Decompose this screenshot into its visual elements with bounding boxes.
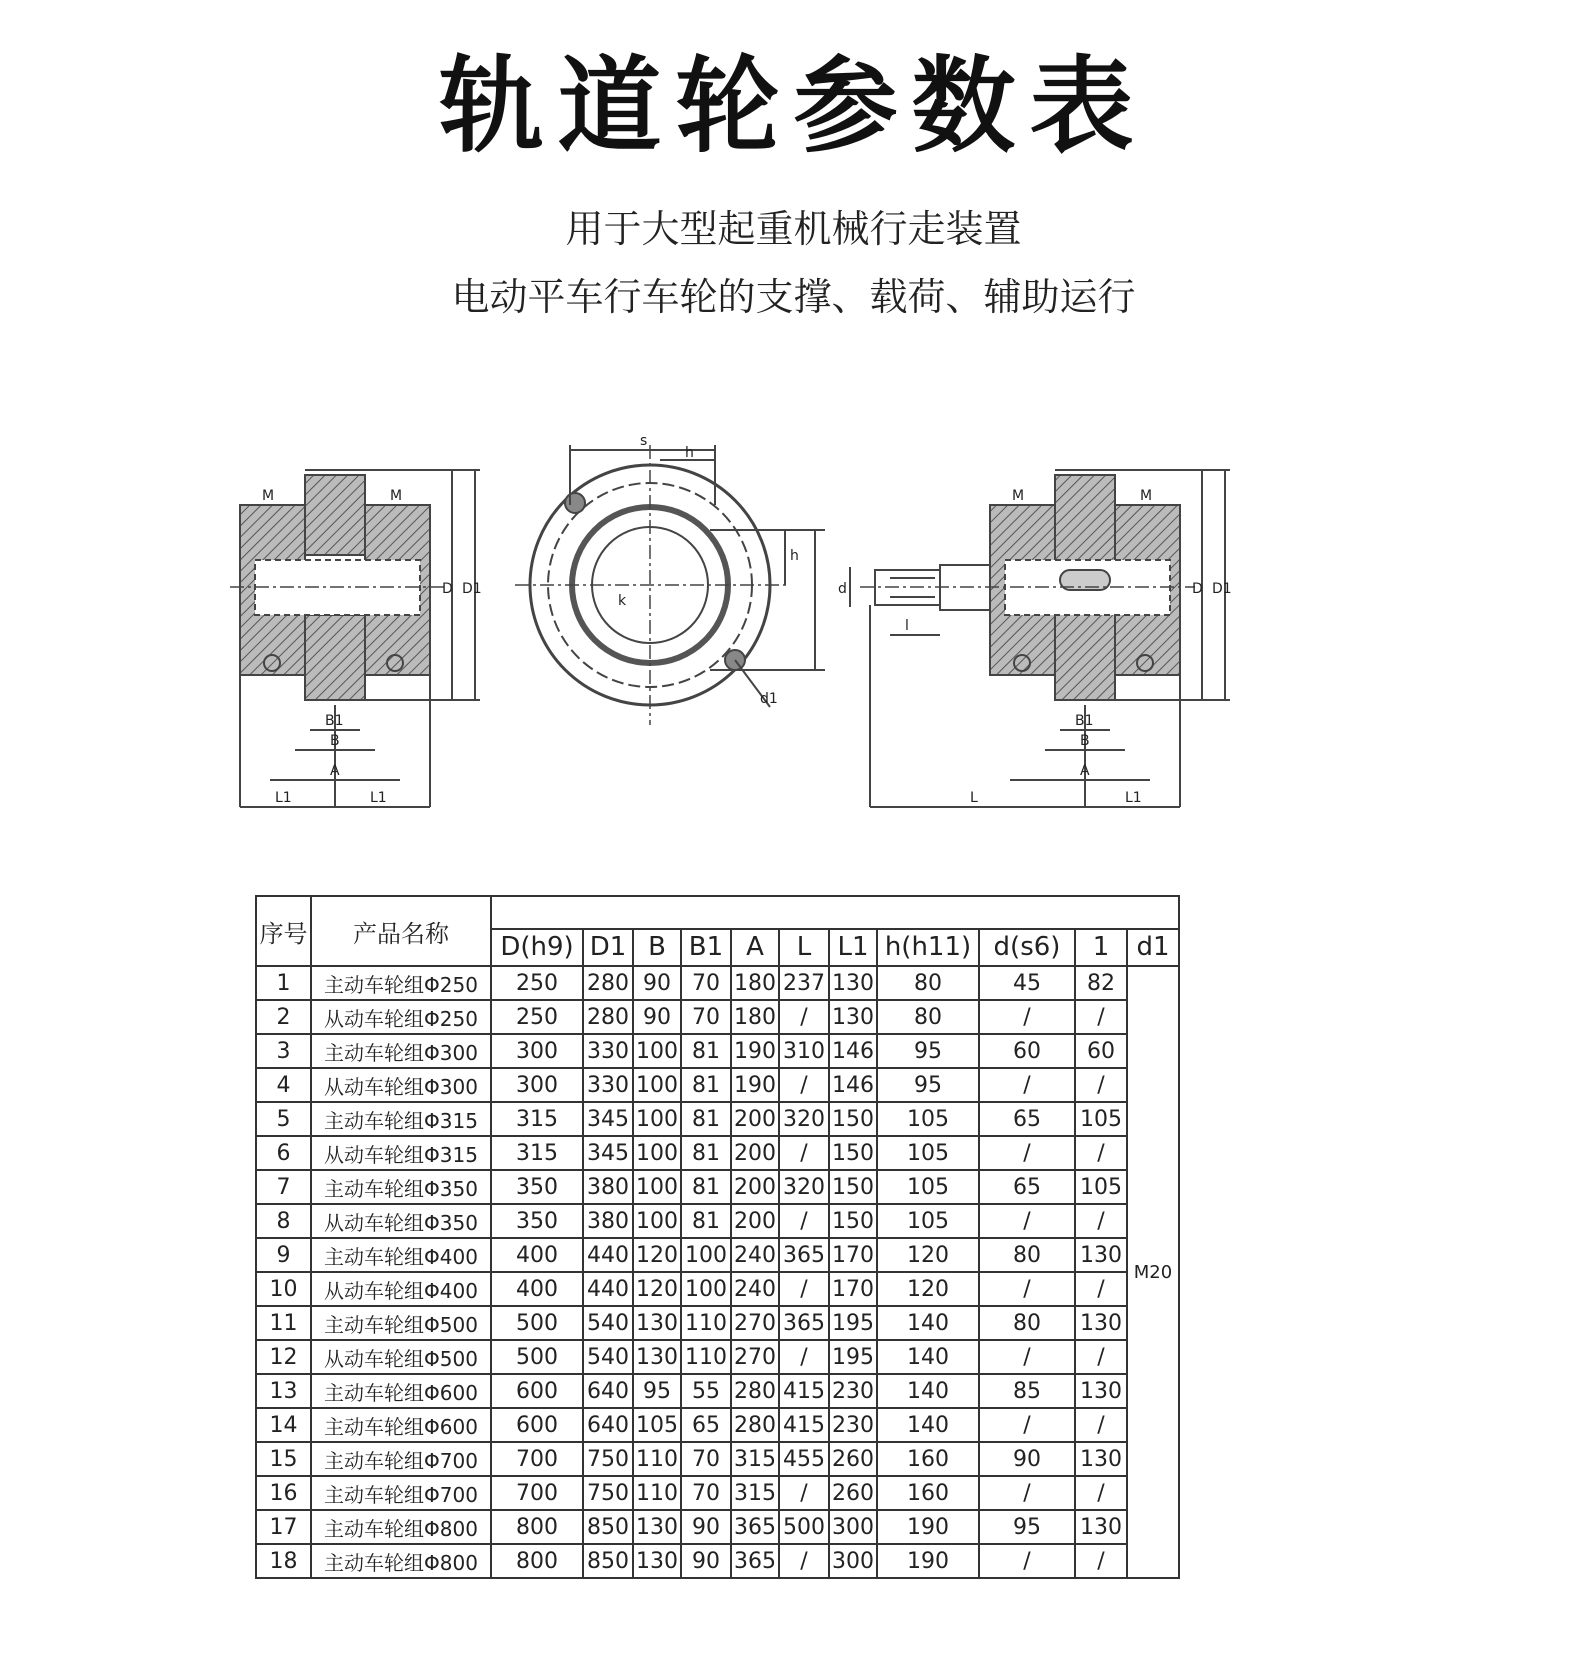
table-cell: 750	[583, 1442, 633, 1476]
table-cell: 120	[633, 1272, 681, 1306]
table-cell: 130	[1075, 1510, 1127, 1544]
table-row	[256, 1510, 1179, 1544]
table-cell: 65	[979, 1170, 1075, 1204]
table-cell: 100	[633, 1034, 681, 1068]
column-header: d(s6)	[979, 929, 1075, 966]
column-header: B	[633, 929, 681, 966]
technical-drawing	[230, 433, 1320, 860]
header-blank	[491, 896, 1179, 929]
table-cell: 146	[829, 1068, 877, 1102]
table-cell: 455	[779, 1442, 829, 1476]
row-index: 11	[256, 1306, 311, 1340]
left-label-m2: M	[390, 488, 403, 504]
table-cell: 105	[633, 1408, 681, 1442]
table-cell: 280	[583, 1000, 633, 1034]
table-cell: 105	[1075, 1102, 1127, 1136]
mid-label-h-vert: h	[790, 548, 799, 564]
table-cell: 415	[779, 1374, 829, 1408]
table-cell: /	[1075, 1068, 1127, 1102]
left-label-d: D	[442, 581, 453, 597]
table-row	[256, 1204, 1179, 1238]
table-cell: 270	[731, 1306, 779, 1340]
row-product-name: 主动车轮组Φ250	[311, 966, 491, 1000]
table-cell: 82	[1075, 966, 1127, 1000]
column-header: L1	[829, 929, 877, 966]
table-cell: /	[779, 1204, 829, 1238]
table-cell: 95	[877, 1034, 979, 1068]
table-cell: 130	[1075, 1442, 1127, 1476]
header-index: 序号	[256, 896, 311, 966]
header-product-name: 产品名称	[311, 896, 491, 966]
table-cell: 81	[681, 1034, 731, 1068]
left-label-l1a: L1	[275, 790, 292, 806]
table-cell: 140	[877, 1340, 979, 1374]
table-cell: 95	[877, 1068, 979, 1102]
table-cell: /	[979, 1476, 1075, 1510]
table-cell: /	[779, 1068, 829, 1102]
table-cell: 330	[583, 1034, 633, 1068]
table-cell: 195	[829, 1340, 877, 1374]
table-cell: /	[979, 1272, 1075, 1306]
row-product-name: 主动车轮组Φ800	[311, 1544, 491, 1578]
table-cell: /	[979, 1136, 1075, 1170]
table-cell: 70	[681, 1000, 731, 1034]
table-cell: 160	[877, 1476, 979, 1510]
table-cell: 310	[779, 1034, 829, 1068]
table-cell: 365	[731, 1510, 779, 1544]
table-cell: 800	[491, 1544, 583, 1578]
table-cell: /	[1075, 1000, 1127, 1034]
column-header: h(h11)	[877, 929, 979, 966]
table-row	[256, 1238, 1179, 1272]
table-cell: 300	[491, 1068, 583, 1102]
left-label-d1: D1	[462, 581, 482, 597]
table-row	[256, 1170, 1179, 1204]
table-cell: /	[1075, 1476, 1127, 1510]
table-cell: 105	[1075, 1170, 1127, 1204]
row-index: 18	[256, 1544, 311, 1578]
left-section-view	[230, 470, 480, 807]
table-row	[256, 1306, 1179, 1340]
right-label-b1: B1	[1075, 713, 1094, 729]
left-label-l1b: L1	[370, 790, 387, 806]
row-product-name: 主动车轮组Φ500	[311, 1306, 491, 1340]
row-index: 8	[256, 1204, 311, 1238]
table-cell: 150	[829, 1136, 877, 1170]
table-cell: 540	[583, 1340, 633, 1374]
table-cell: 315	[731, 1442, 779, 1476]
table-cell: 110	[633, 1476, 681, 1510]
table-cell: 500	[491, 1340, 583, 1374]
table-cell: 100	[633, 1170, 681, 1204]
row-product-name: 主动车轮组Φ315	[311, 1102, 491, 1136]
table-cell: 120	[633, 1238, 681, 1272]
table-cell: 320	[779, 1102, 829, 1136]
table-cell: 260	[829, 1476, 877, 1510]
table-cell: /	[1075, 1340, 1127, 1374]
table-cell: 200	[731, 1170, 779, 1204]
table-cell: 315	[491, 1136, 583, 1170]
table-cell: 140	[877, 1408, 979, 1442]
row-product-name: 主动车轮组Φ600	[311, 1374, 491, 1408]
table-cell: 365	[779, 1238, 829, 1272]
table-cell: 81	[681, 1068, 731, 1102]
table-cell: /	[979, 1544, 1075, 1578]
table-cell: 800	[491, 1510, 583, 1544]
table-cell: 100	[633, 1136, 681, 1170]
table-cell: 190	[731, 1068, 779, 1102]
right-label-l-small: l	[905, 618, 909, 634]
table-cell: 300	[829, 1510, 877, 1544]
table-cell: /	[979, 1000, 1075, 1034]
left-label-b1: B1	[325, 713, 344, 729]
table-cell: 105	[877, 1170, 979, 1204]
table-cell: 237	[779, 966, 829, 1000]
table-cell: 105	[877, 1102, 979, 1136]
table-cell: 150	[829, 1102, 877, 1136]
table-cell: 600	[491, 1374, 583, 1408]
table-cell: 90	[633, 966, 681, 1000]
table-cell: 640	[583, 1408, 633, 1442]
table-cell: 95	[633, 1374, 681, 1408]
table-cell: 195	[829, 1306, 877, 1340]
row-product-name: 主动车轮组Φ800	[311, 1510, 491, 1544]
table-cell: 120	[877, 1272, 979, 1306]
table-cell: 230	[829, 1374, 877, 1408]
table-cell: 200	[731, 1204, 779, 1238]
row-index: 14	[256, 1408, 311, 1442]
table-cell: 345	[583, 1136, 633, 1170]
middle-front-view	[515, 445, 825, 725]
column-header: D(h9)	[491, 929, 583, 966]
row-product-name: 主动车轮组Φ300	[311, 1034, 491, 1068]
table-cell: 90	[633, 1000, 681, 1034]
table-cell: 130	[633, 1340, 681, 1374]
row-index: 7	[256, 1170, 311, 1204]
table-cell: /	[779, 1476, 829, 1510]
table-cell: 190	[877, 1544, 979, 1578]
row-product-name: 从动车轮组Φ250	[311, 1000, 491, 1034]
table-cell: 500	[779, 1510, 829, 1544]
right-label-m2: M	[1140, 488, 1153, 504]
table-cell: 315	[491, 1102, 583, 1136]
table-cell: 150	[829, 1170, 877, 1204]
right-label-d1: D1	[1212, 581, 1232, 597]
table-cell: 80	[979, 1306, 1075, 1340]
row-index: 15	[256, 1442, 311, 1476]
table-cell: 130	[633, 1544, 681, 1578]
table-cell: 330	[583, 1068, 633, 1102]
table-cell: 70	[681, 966, 731, 1000]
row-index: 17	[256, 1510, 311, 1544]
row-index: 10	[256, 1272, 311, 1306]
table-row	[256, 1476, 1179, 1510]
table-cell: 81	[681, 1136, 731, 1170]
table-cell: 65	[681, 1408, 731, 1442]
right-label-shaft-d: d	[838, 581, 847, 597]
table-body	[256, 966, 1179, 1578]
table-cell: 345	[583, 1102, 633, 1136]
row-index: 2	[256, 1000, 311, 1034]
table-cell: 260	[829, 1442, 877, 1476]
table-row	[256, 1442, 1179, 1476]
table-cell: 70	[681, 1442, 731, 1476]
table-cell: 170	[829, 1238, 877, 1272]
mid-label-h: h	[685, 445, 694, 461]
left-label-m1: M	[262, 488, 275, 504]
row-product-name: 从动车轮组Φ315	[311, 1136, 491, 1170]
row-index: 1	[256, 966, 311, 1000]
table-cell: /	[1075, 1408, 1127, 1442]
row-index: 16	[256, 1476, 311, 1510]
table-cell: 60	[1075, 1034, 1127, 1068]
row-product-name: 从动车轮组Φ500	[311, 1340, 491, 1374]
right-section-view	[850, 470, 1230, 807]
row-product-name: 主动车轮组Φ700	[311, 1442, 491, 1476]
table-cell: /	[1075, 1136, 1127, 1170]
table-cell: /	[1075, 1544, 1127, 1578]
page-title: 轨道轮参数表	[439, 45, 1148, 167]
table-cell: 146	[829, 1034, 877, 1068]
table-cell: 315	[731, 1476, 779, 1510]
table-row	[256, 1374, 1179, 1408]
table-cell: 130	[1075, 1238, 1127, 1272]
table-cell: 200	[731, 1136, 779, 1170]
table-cell: 85	[979, 1374, 1075, 1408]
table-cell: 120	[877, 1238, 979, 1272]
table-cell: /	[779, 1340, 829, 1374]
table-cell: 240	[731, 1238, 779, 1272]
row-index: 13	[256, 1374, 311, 1408]
table-cell: 81	[681, 1102, 731, 1136]
table-row	[256, 1000, 1179, 1034]
parameter-table	[255, 895, 1180, 1579]
table-cell: 365	[779, 1306, 829, 1340]
column-header: D1	[583, 929, 633, 966]
table-cell: 80	[979, 1238, 1075, 1272]
column-header: d1	[1127, 929, 1179, 966]
table-cell: 380	[583, 1170, 633, 1204]
column-header: B1	[681, 929, 731, 966]
row-index: 4	[256, 1068, 311, 1102]
table-cell: 90	[979, 1442, 1075, 1476]
table-cell: 55	[681, 1374, 731, 1408]
row-index: 3	[256, 1034, 311, 1068]
table-cell: 440	[583, 1238, 633, 1272]
table-cell: 130	[633, 1510, 681, 1544]
row-product-name: 从动车轮组Φ300	[311, 1068, 491, 1102]
table-cell: 105	[877, 1204, 979, 1238]
table-cell: 300	[491, 1034, 583, 1068]
table-cell: /	[779, 1136, 829, 1170]
row-index: 9	[256, 1238, 311, 1272]
table-cell: 250	[491, 966, 583, 1000]
table-row	[256, 1272, 1179, 1306]
table-cell: 400	[491, 1272, 583, 1306]
table-cell: 81	[681, 1170, 731, 1204]
left-label-a: A	[330, 763, 340, 779]
left-label-b: B	[330, 733, 340, 749]
table-cell: 640	[583, 1374, 633, 1408]
table-cell: 350	[491, 1204, 583, 1238]
column-header: 1	[1075, 929, 1127, 966]
table-cell: 380	[583, 1204, 633, 1238]
table-cell: 600	[491, 1408, 583, 1442]
table-cell: 130	[1075, 1374, 1127, 1408]
table-cell: 280	[731, 1374, 779, 1408]
mid-label-k: k	[618, 593, 627, 609]
table-cell: 280	[583, 966, 633, 1000]
table-cell: 65	[979, 1102, 1075, 1136]
row-product-name: 从动车轮组Φ400	[311, 1272, 491, 1306]
row-index: 6	[256, 1136, 311, 1170]
table-cell: 200	[731, 1102, 779, 1136]
table-row	[256, 1136, 1179, 1170]
right-label-m1: M	[1012, 488, 1025, 504]
row-index: 5	[256, 1102, 311, 1136]
table-cell: 140	[877, 1306, 979, 1340]
table-cell: 230	[829, 1408, 877, 1442]
right-label-d: D	[1192, 581, 1203, 597]
table-row	[256, 966, 1179, 1000]
row-product-name: 主动车轮组Φ350	[311, 1170, 491, 1204]
table-row	[256, 1408, 1179, 1442]
table-cell: 130	[829, 966, 877, 1000]
table-cell: 365	[731, 1544, 779, 1578]
table-cell: /	[979, 1068, 1075, 1102]
d1-merged-cell: M20	[1127, 966, 1179, 1578]
table-cell: 110	[681, 1340, 731, 1374]
table-cell: 130	[1075, 1306, 1127, 1340]
table-cell: 105	[877, 1136, 979, 1170]
mid-label-d1: d1	[760, 691, 778, 707]
table-cell: 45	[979, 966, 1075, 1000]
right-label-a: A	[1080, 763, 1090, 779]
table-cell: 850	[583, 1510, 633, 1544]
table-row	[256, 1034, 1179, 1068]
table-cell: 190	[877, 1510, 979, 1544]
table-cell: 400	[491, 1238, 583, 1272]
table-cell: 180	[731, 966, 779, 1000]
row-product-name: 主动车轮组Φ700	[311, 1476, 491, 1510]
table-cell: 80	[877, 966, 979, 1000]
row-product-name: 从动车轮组Φ350	[311, 1204, 491, 1238]
table-cell: /	[779, 1000, 829, 1034]
table-row	[256, 1102, 1179, 1136]
table-cell: 700	[491, 1442, 583, 1476]
table-cell: /	[779, 1272, 829, 1306]
table-cell: 100	[633, 1204, 681, 1238]
table-cell: /	[979, 1408, 1075, 1442]
table-cell: 100	[681, 1272, 731, 1306]
right-label-l1: L1	[1125, 790, 1142, 806]
table-cell: 100	[633, 1068, 681, 1102]
right-label-b: B	[1080, 733, 1090, 749]
table-cell: 190	[731, 1034, 779, 1068]
table-cell: /	[779, 1544, 829, 1578]
table-cell: 240	[731, 1272, 779, 1306]
table-cell: 60	[979, 1034, 1075, 1068]
table-cell: 110	[633, 1442, 681, 1476]
table-cell: 80	[877, 1000, 979, 1034]
table-cell: 130	[829, 1000, 877, 1034]
column-header: L	[779, 929, 829, 966]
table-cell: 70	[681, 1476, 731, 1510]
table-row	[256, 1544, 1179, 1578]
table-cell: 280	[731, 1408, 779, 1442]
table-cell: 160	[877, 1442, 979, 1476]
table-cell: 150	[829, 1204, 877, 1238]
right-label-l: L	[970, 790, 978, 806]
table-cell: /	[1075, 1272, 1127, 1306]
table-cell: /	[979, 1204, 1075, 1238]
table-cell: 350	[491, 1170, 583, 1204]
table-cell: 270	[731, 1340, 779, 1374]
table-cell: 250	[491, 1000, 583, 1034]
column-header: A	[731, 929, 779, 966]
table-row	[256, 1068, 1179, 1102]
row-product-name: 主动车轮组Φ400	[311, 1238, 491, 1272]
table-cell: 100	[633, 1102, 681, 1136]
table-cell: 750	[583, 1476, 633, 1510]
row-product-name: 主动车轮组Φ600	[311, 1408, 491, 1442]
table-cell: 90	[681, 1510, 731, 1544]
table-cell: 90	[681, 1544, 731, 1578]
table-cell: 81	[681, 1204, 731, 1238]
table-cell: 850	[583, 1544, 633, 1578]
table-cell: 110	[681, 1306, 731, 1340]
subtitle-line-2: 电动平车行车轮的支撑、载荷、辅助运行	[451, 275, 1136, 319]
table-cell: 170	[829, 1272, 877, 1306]
table-cell: 320	[779, 1170, 829, 1204]
table-cell: 415	[779, 1408, 829, 1442]
table-cell: 100	[681, 1238, 731, 1272]
table-cell: 140	[877, 1374, 979, 1408]
table-cell: 95	[979, 1510, 1075, 1544]
table-cell: 130	[633, 1306, 681, 1340]
mid-label-s: s	[640, 433, 648, 449]
table-cell: 180	[731, 1000, 779, 1034]
table-cell: /	[979, 1340, 1075, 1374]
table-cell: 300	[829, 1544, 877, 1578]
table-cell: 500	[491, 1306, 583, 1340]
row-index: 12	[256, 1340, 311, 1374]
table-cell: /	[1075, 1204, 1127, 1238]
subtitle-line-1: 用于大型起重机械行走装置	[565, 207, 1022, 251]
table-cell: 700	[491, 1476, 583, 1510]
table-cell: 540	[583, 1306, 633, 1340]
table-cell: 440	[583, 1272, 633, 1306]
table-row	[256, 1340, 1179, 1374]
